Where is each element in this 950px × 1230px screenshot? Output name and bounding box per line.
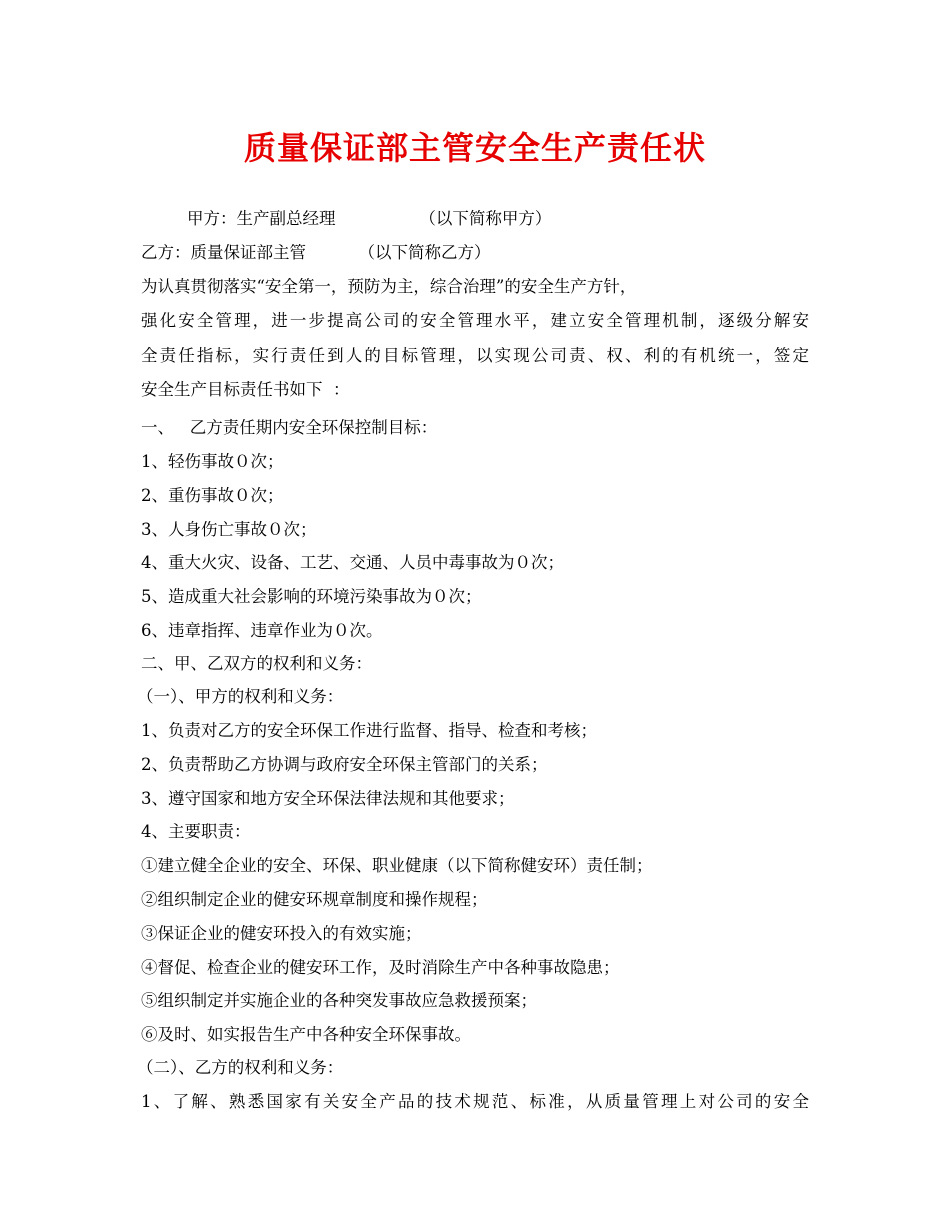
party-b-line: 乙方：质量保证部主管 （以下简称乙方） — [141, 243, 491, 262]
section-1-item: 5、造成重大社会影响的环境污染事故为０次； — [141, 587, 482, 606]
section-2-heading: 二、甲、乙双方的权利和义务： — [141, 654, 372, 673]
intro-line-2: 强化安全管理，进一步提高公司的安全管理水平，建立安全管理机制，逐级分解安 — [141, 311, 809, 330]
section-1-item: 2、重伤事故０次； — [141, 486, 284, 505]
section-1-item: 1、轻伤事故０次； — [141, 452, 284, 471]
subsection-1-heading: （一）、甲方的权利和义务： — [137, 687, 344, 706]
intro-line-3: 全责任指标，实行责任到人的目标管理，以实现公司责、权、利的有机统一，签定 — [141, 346, 809, 365]
subsection-2-item: 1、了解、熟悉国家有关安全产品的技术规范、标准，从质量管理上对公司的安全 — [141, 1092, 809, 1111]
document-title: 质量保证部主管安全生产责任状 — [243, 129, 706, 167]
subsection-1-item: 4、主要职责： — [141, 822, 251, 841]
duty-item: ②组织制定企业的健安环规章制度和操作规程； — [141, 890, 488, 909]
subsection-1-item: 1、负责对乙方的安全环保工作进行监督、指导、检查和考核； — [141, 721, 597, 740]
duty-item: ①建立健全企业的安全、环保、职业健康（以下简称健安环）责任制； — [141, 856, 653, 875]
subsection-2-heading: （二）、乙方的权利和义务： — [137, 1058, 344, 1077]
section-1-item: 6、违章指挥、违章作业为０次。 — [141, 621, 383, 640]
party-a-line: 甲方：生产副总经理 （以下简称甲方） — [187, 209, 552, 228]
duty-item: ⑤组织制定并实施企业的各种突发事故应急救援预案； — [141, 991, 537, 1010]
subsection-1-item: 3、遵守国家和地方安全环保法律法规和其他要求； — [141, 789, 515, 808]
duty-item: ③保证企业的健安环投入的有效实施； — [141, 924, 422, 943]
intro-line-1: 为认真贯彻落实“安全第一，预防为主，综合治理”的安全生产方针， — [141, 277, 637, 296]
section-1-item: 4、重大火灾、设备、工艺、交通、人员中毒事故为０次； — [141, 553, 564, 572]
section-1-heading: 一、 乙方责任期内安全环保控制目标： — [141, 418, 438, 437]
subsection-1-item: 2、负责帮助乙方协调与政府安全环保主管部门的关系； — [141, 755, 548, 774]
duty-item: ⑥及时、如实报告生产中各种安全环保事故。 — [141, 1025, 471, 1044]
section-1-item: 3、人身伤亡事故０次； — [141, 520, 317, 539]
intro-line-4: 安全生产目标责任书如下 ： — [141, 380, 350, 399]
duty-item: ④督促、检查企业的健安环工作，及时消除生产中各种事故隐患； — [141, 958, 620, 977]
